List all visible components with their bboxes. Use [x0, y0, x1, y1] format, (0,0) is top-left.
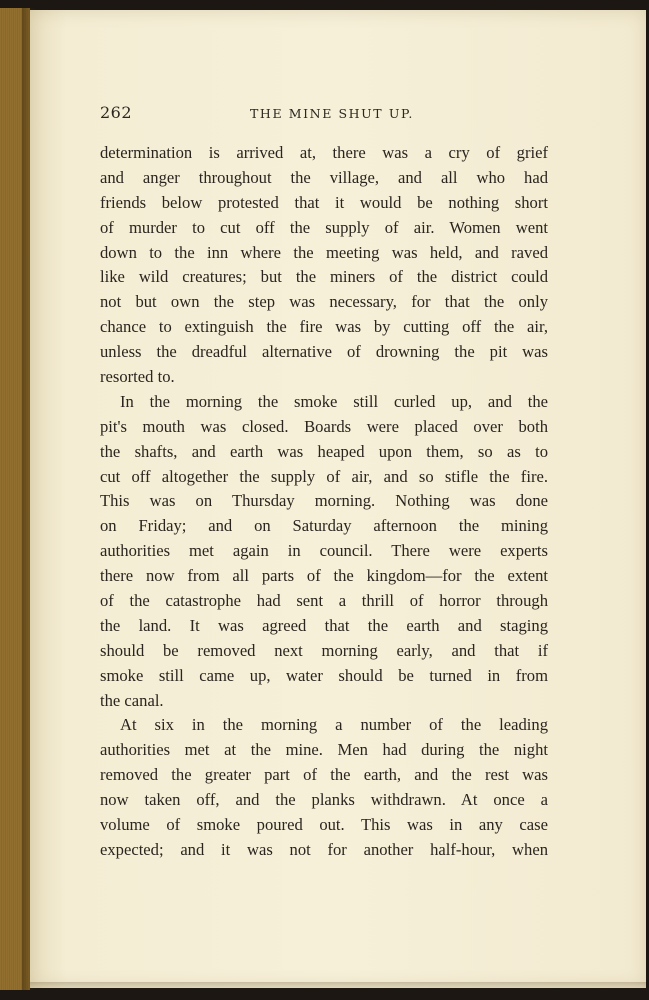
text-line: pit's mouth was closed. Boards were placed over both — [100, 416, 548, 436]
text-line: now taken off, and the planks withdrawn. At once a — [100, 790, 548, 810]
text-line: of the catastrophe had sent a thrill of horror through — [100, 591, 548, 611]
running-title: THE MINE SHUT UP. — [250, 106, 415, 121]
text-line: This was on Thursday morning. Nothing was done — [100, 491, 548, 511]
body-text — [100, 141, 548, 863]
text-line: authorities met at the mine. Men had during the night — [100, 740, 548, 760]
text-line: on Friday; and on Saturday afternoon the mining — [100, 516, 548, 536]
page-number: 262 — [100, 103, 133, 122]
page-bottom-shadow — [30, 982, 646, 990]
text-line: resorted to. — [100, 367, 175, 387]
text-line: friends below protested that it would be nothing short — [100, 192, 548, 212]
text-line: cut off altogether the supply of air, and so stifle the fire. — [100, 466, 548, 486]
text-line: removed the greater part of the earth, and the rest was — [100, 765, 548, 785]
text-line: there now from all parts of the kingdom—for the extent — [100, 566, 548, 586]
text-line: not but own the step was necessary, for that the only — [100, 292, 548, 312]
text-line: the canal. — [100, 690, 164, 710]
text-line: expected; and it was not for another half-hour, when — [100, 839, 548, 859]
paragraph-first-line: In the morning the smoke still curled up, and the — [120, 391, 548, 411]
page-header — [100, 96, 560, 126]
text-line: smoke still came up, water should be turned in from — [100, 665, 548, 685]
text-line: the shafts, and earth was heaped upon them, so as to — [100, 441, 548, 461]
text-line: authorities met again in council. There were experts — [100, 541, 548, 561]
text-line: down to the inn where the meeting was held, and raved — [100, 242, 548, 262]
text-line: chance to extinguish the fire was by cutting off the air, — [100, 317, 548, 337]
text-line: unless the dreadful alternative of drowning the pit was — [100, 342, 548, 362]
text-line: determination is arrived at, there was a cry of grief — [100, 143, 548, 162]
paragraph-first-line: At six in the morning a number of the leading — [120, 715, 548, 735]
text-line: volume of smoke poured out. This was in any case — [100, 815, 548, 835]
text-line: the land. It was agreed that the earth and staging — [100, 615, 548, 635]
text-line: should be removed next morning early, and that if — [100, 640, 548, 660]
text-line: and anger throughout the village, and all who had — [100, 167, 548, 187]
text-line: like wild creatures; but the miners of the district could — [100, 267, 548, 287]
text-line: of murder to cut off the supply of air. Women went — [100, 217, 548, 237]
